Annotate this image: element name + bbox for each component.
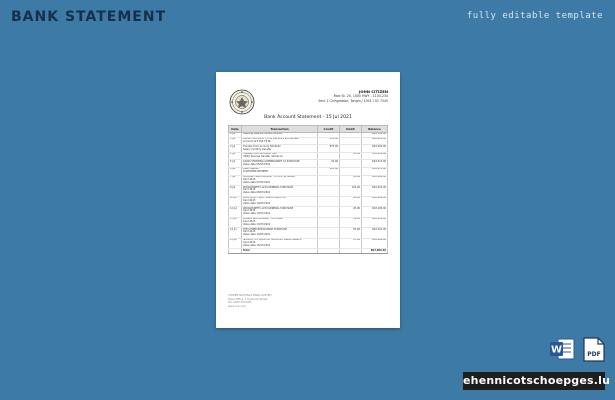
description-line: Value date 05/07/2021 <box>243 162 271 166</box>
description-cell <box>242 160 318 168</box>
description-line: MOBILE BILL PAYMENT TO PHONE <box>243 217 283 221</box>
description-line: Value date 12/07/2021 <box>243 212 271 216</box>
description-cell <box>242 186 318 197</box>
tagline: fully editable template <box>466 11 603 21</box>
description-cell <box>242 152 318 160</box>
statement-title: Bank Account Statement - 15 Jul 2021 <box>264 115 352 120</box>
debit-cell: 120.00 <box>340 186 362 197</box>
description-line: GOOD SHOPPING SUPERMARKET 12 PURCHASE <box>243 159 300 163</box>
balance-cell: R$3,195.00 <box>362 207 388 218</box>
debit-cell <box>340 137 362 145</box>
description-line: Value date 08/07/2021 <box>243 191 271 195</box>
transactions-table <box>228 125 388 254</box>
description-line: Utility Savings transfer reference <box>243 155 283 159</box>
description-line: WOOLWORTHS 1234 GENERAL PURCHASE <box>243 185 294 189</box>
table-row <box>229 207 388 218</box>
date-cell: 13 Jul <box>229 217 242 228</box>
balance-cell: R$3,322.00 <box>362 186 388 197</box>
balance-cell: R$3,086.00 <box>362 238 388 249</box>
date-cell: 2 Jul <box>229 145 242 153</box>
bank-footer <box>228 294 271 308</box>
description-cell <box>242 196 318 207</box>
column-header: Transaction <box>242 126 318 133</box>
balance-cell: R$3,295.00 <box>362 145 388 153</box>
description-line: Value date 15/07/2021 <box>243 243 271 247</box>
word-icon-letter: W <box>550 344 563 356</box>
total-row <box>229 249 388 254</box>
description-cell <box>242 217 318 228</box>
table-row <box>229 175 388 186</box>
description-line: Card 4415 <box>243 219 256 223</box>
credit-cell <box>318 228 340 239</box>
credit-cell <box>318 217 340 228</box>
credit-cell: 200.00 <box>318 168 340 176</box>
credit-cell: 22.00 <box>318 160 340 168</box>
pdf-icon-label: PDF <box>587 351 601 358</box>
description-line: ELECTRICITY BILL FROM POWER CO <box>243 196 286 200</box>
description-line: Cash Deposit <box>243 167 259 171</box>
description-line: Transfer from ACCOUNT 912 <box>243 152 277 156</box>
customer-address <box>318 90 388 103</box>
table-row <box>229 186 388 197</box>
bank-footer-line: Head Office: 1 Financial Street <box>228 297 268 301</box>
description-line: Value date 14/07/2021 <box>243 233 271 237</box>
debit-cell <box>340 145 362 153</box>
date-cell: 1 Jul <box>229 133 242 138</box>
description-line: Card 4415 <box>243 177 256 181</box>
description-cell <box>242 168 318 176</box>
credit-cell <box>318 207 340 218</box>
description-line: Account 123 456 78 RL <box>243 139 271 143</box>
description-line: Card 4415 <box>243 230 256 234</box>
bank-footer-line: Tel: 0000 000 000 <box>228 301 252 305</box>
credit-cell <box>318 186 340 197</box>
description-line: WOOLWORTHS 1234 GENERAL PURCHASE <box>243 206 294 210</box>
table-row <box>229 137 388 145</box>
description-line: Opening balance carried forward <box>243 132 283 136</box>
table-row <box>229 145 388 153</box>
date-cell: 1 Jul <box>229 137 242 145</box>
empty-cell <box>318 249 340 254</box>
debit-cell: 15.00 <box>340 238 362 249</box>
balance-cell: R$3,272.00 <box>362 160 388 168</box>
customer-name: JOHN CITIZEN <box>358 89 388 94</box>
table-row <box>229 160 388 168</box>
description-cell <box>242 207 318 218</box>
date-cell: 15 Jul <box>229 238 242 249</box>
date-cell: 10 Jul <box>229 196 242 207</box>
description-line: Card 4415 <box>243 240 256 244</box>
debit-cell: 55.00 <box>340 228 362 239</box>
table-row <box>229 238 388 249</box>
debit-cell: 82.00 <box>340 196 362 207</box>
description-line: Card 4415 <box>243 209 256 213</box>
credit-cell <box>318 238 340 249</box>
site-watermark: ehennicotschoepges.lu <box>463 372 605 390</box>
debit-cell: 39.00 <box>340 217 362 228</box>
balance-cell: R$3,240.00 <box>362 196 388 207</box>
bank-name: CITIZEN NATIONAL BANK LIMITED <box>228 294 272 297</box>
description-line: Value date 13/07/2021 <box>243 222 271 226</box>
table-row <box>229 168 388 176</box>
description-cell <box>242 137 318 145</box>
column-header: Debit <box>340 126 362 133</box>
credit-cell: 875.00 <box>318 145 340 153</box>
debit-cell: 45.00 <box>340 207 362 218</box>
date-cell: 6 Jul <box>229 168 242 176</box>
description-line: Salary monthly transfer <box>243 147 272 151</box>
table-row <box>229 228 388 239</box>
date-cell: 2 Jul <box>229 152 242 160</box>
date-cell: 14 Jul <box>229 228 242 239</box>
credit-cell <box>318 152 340 160</box>
column-header: Date <box>229 126 242 133</box>
date-cell: 8 Jul <box>229 186 242 197</box>
description-line: INTERNET BILL PAYMENT TO FAST INTERNET <box>243 175 296 179</box>
balance-cell: R$3,472.00 <box>362 168 388 176</box>
customer-address-line: Moe St. 25, 1000 HWY - 1103-234 <box>333 94 388 99</box>
total-label: Total <box>242 249 318 254</box>
description-line: CUSTOMER PAYMENT <box>243 170 269 174</box>
debit-cell <box>340 168 362 176</box>
bank-footer-line: www.cnb.com <box>228 304 247 308</box>
column-header: Balance <box>362 126 388 133</box>
description-cell <box>242 238 318 249</box>
description-line: THE OTHER RESTAURANT PURCHASE <box>243 227 288 231</box>
date-cell: 7 Jul <box>229 175 242 186</box>
column-header: Credit <box>318 126 340 133</box>
balance-cell: R$3,250.00 <box>362 152 388 160</box>
description-line: Card 4415 <box>243 188 256 192</box>
description-line: Card 4415 <box>243 198 256 202</box>
debit-cell <box>340 160 362 168</box>
credit-cell <box>318 175 340 186</box>
description-line: Value date 10/07/2021 <box>243 201 271 205</box>
pdf-file-icon[interactable] <box>582 337 606 362</box>
balance-cell: R$3,101.00 <box>362 228 388 239</box>
description-line: Value date 07/07/2021 <box>243 180 271 184</box>
statement-document <box>216 72 400 328</box>
balance-cell: R$3,442.00 <box>362 175 388 186</box>
table-body <box>229 133 388 254</box>
description-line: CREDIT INTEREST TO 30 JUN 2021 REFERENCE <box>243 137 299 141</box>
debit-cell: 45.00 <box>340 152 362 160</box>
customer-address-line: Sect 1 Chingmotor, Tonghi / 1001 / 01 7345 <box>318 98 388 103</box>
word-file-icon[interactable] <box>549 338 575 360</box>
bank-seal-icon <box>229 89 255 115</box>
balance-cell: R$1,785.00 <box>362 133 388 138</box>
description-cell <box>242 228 318 239</box>
table-header-row <box>229 126 388 133</box>
empty-cell <box>340 249 362 254</box>
total-balance: R$3,086.00 <box>362 249 388 254</box>
table-row <box>229 152 388 160</box>
page-title: BANK STATEMENT <box>11 9 167 25</box>
credit-cell: 635.00 <box>318 137 340 145</box>
description-cell <box>242 145 318 153</box>
description-line: Transfer from account 5674432 <box>243 144 281 148</box>
table-row <box>229 217 388 228</box>
debit-cell: 30.00 <box>340 175 362 186</box>
description-cell <box>242 175 318 186</box>
table-row <box>229 196 388 207</box>
date-cell: 5 Jul <box>229 160 242 168</box>
date-cell: 12 Jul <box>229 207 242 218</box>
balance-cell: R$2,420.00 <box>362 137 388 145</box>
empty-cell <box>229 249 242 254</box>
credit-cell <box>318 196 340 207</box>
description-line: SERVICE FEE MONTHLY ACCOUNT MAINTENANCE <box>243 238 302 242</box>
balance-cell: R$3,156.00 <box>362 217 388 228</box>
